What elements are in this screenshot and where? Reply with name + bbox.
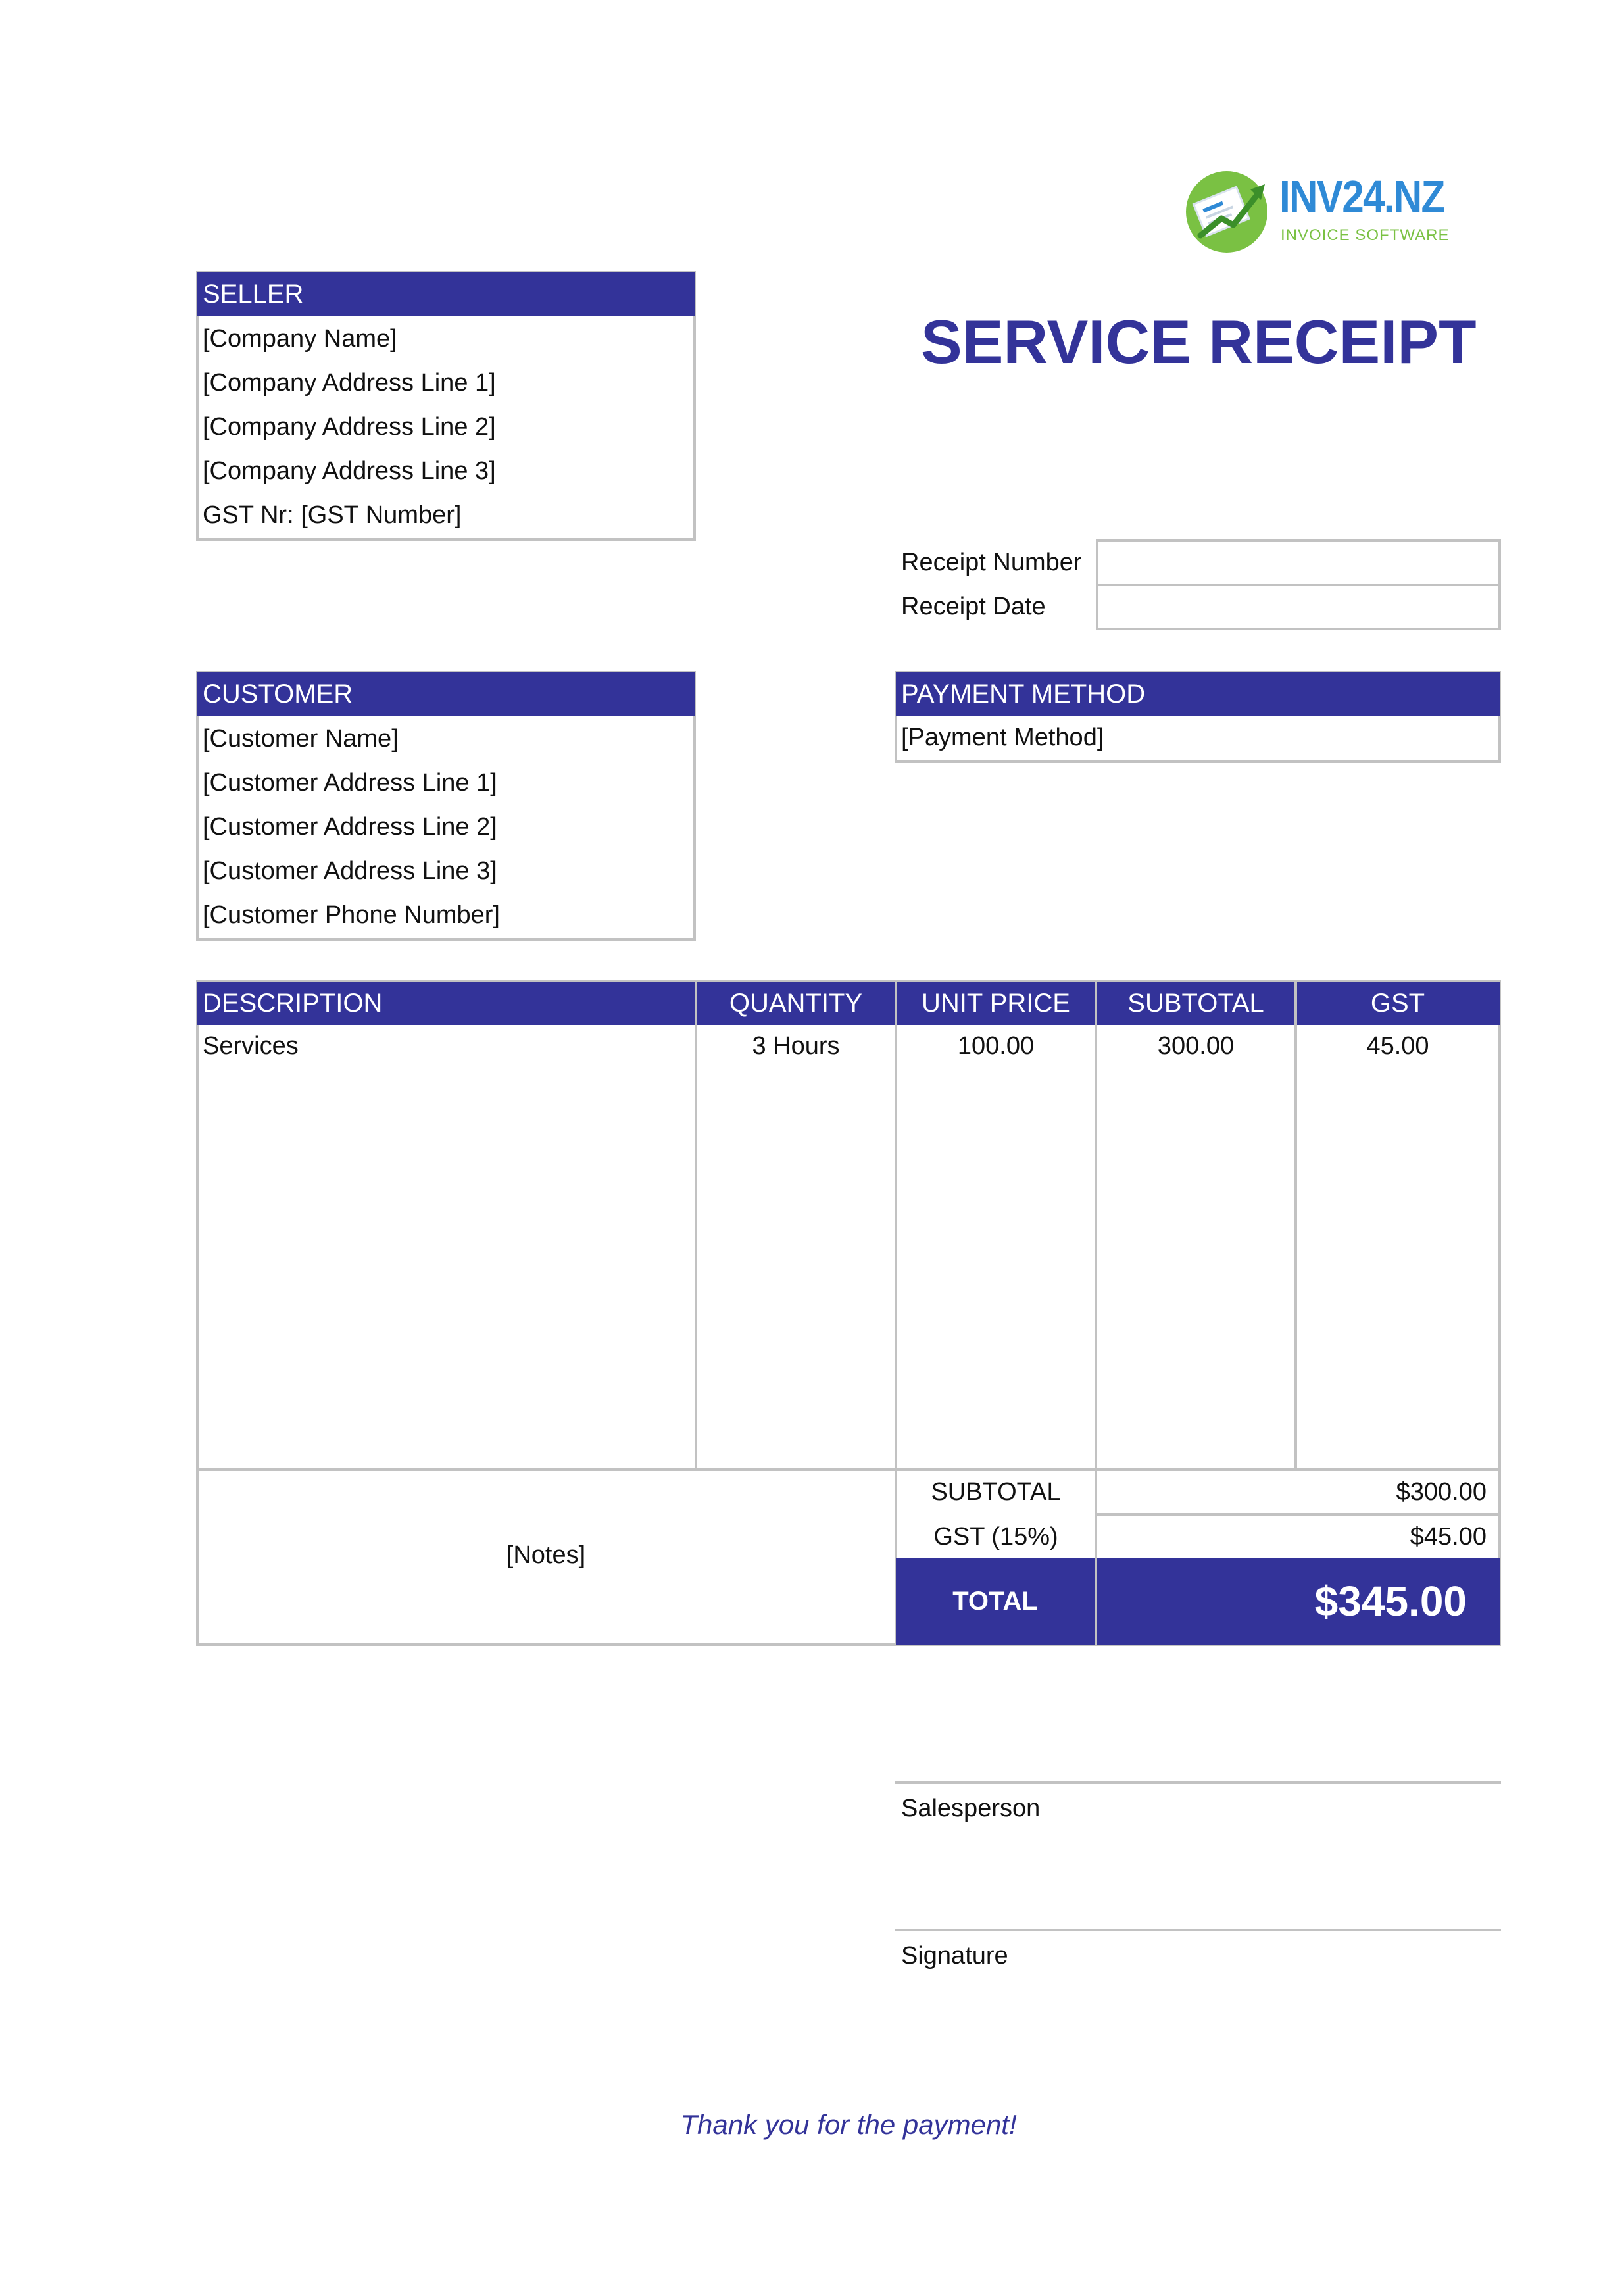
- seller-gst-number[interactable]: GST Nr: [GST Number]: [203, 501, 462, 529]
- salesperson-line: [895, 1781, 1501, 1784]
- receipt-date-field[interactable]: [1096, 584, 1501, 630]
- seller-header: SELLER: [197, 272, 695, 316]
- gst-label: GST (15%): [933, 1523, 1058, 1551]
- receipt-date-label: Receipt Date: [901, 593, 1046, 620]
- signature-label: Signature: [901, 1942, 1008, 1970]
- notes-field[interactable]: [Notes]: [506, 1541, 586, 1569]
- customer-address-line-3[interactable]: [Customer Address Line 3]: [203, 857, 497, 885]
- seller-address-line-3[interactable]: [Company Address Line 3]: [203, 457, 496, 485]
- brand-logo: [1181, 163, 1457, 262]
- item-quantity[interactable]: 3 Hours: [752, 1032, 840, 1060]
- receipt-number-field[interactable]: [1096, 539, 1501, 586]
- payment-method-value[interactable]: [Payment Method]: [901, 724, 1104, 751]
- signature-line: [895, 1929, 1501, 1931]
- total-label: TOTAL: [952, 1587, 1038, 1616]
- seller-company-name[interactable]: [Company Name]: [203, 325, 397, 353]
- col-header-unit-price: UNIT PRICE: [922, 989, 1070, 1018]
- customer-phone-number[interactable]: [Customer Phone Number]: [203, 901, 500, 929]
- payment-header: PAYMENT METHOD: [896, 672, 1500, 716]
- seller-address-line-1[interactable]: [Company Address Line 1]: [203, 369, 496, 397]
- receipt-number-label: Receipt Number: [901, 549, 1082, 576]
- thank-you-message: Thank you for the payment!: [680, 2109, 1017, 2140]
- customer-name[interactable]: [Customer Name]: [203, 725, 399, 753]
- col-header-gst: GST: [1370, 989, 1425, 1018]
- item-subtotal[interactable]: 300.00: [1157, 1032, 1235, 1060]
- logo-brand-text: INV24.NZ: [1279, 171, 1444, 222]
- customer-address-line-2[interactable]: [Customer Address Line 2]: [203, 813, 497, 841]
- subtotal-value: $300.00: [1396, 1478, 1487, 1506]
- total-value: $345.00: [1314, 1578, 1467, 1625]
- item-description[interactable]: Services: [203, 1032, 299, 1060]
- customer-header: CUSTOMER: [197, 672, 695, 716]
- page-title: SERVICE RECEIPT: [921, 307, 1477, 376]
- customer-address-line-1[interactable]: [Customer Address Line 1]: [203, 769, 497, 797]
- col-header-description: DESCRIPTION: [203, 989, 383, 1018]
- item-gst[interactable]: 45.00: [1366, 1032, 1429, 1060]
- table-row[interactable]: [197, 1026, 1500, 1067]
- salesperson-label: Salesperson: [901, 1795, 1041, 1822]
- seller-address-line-2[interactable]: [Company Address Line 2]: [203, 413, 496, 441]
- subtotal-label: SUBTOTAL: [931, 1478, 1061, 1506]
- gst-value: $45.00: [1410, 1523, 1487, 1551]
- col-header-subtotal: SUBTOTAL: [1127, 989, 1264, 1018]
- logo-tagline: INVOICE SOFTWARE: [1281, 226, 1450, 244]
- col-header-quantity: QUANTITY: [729, 989, 863, 1018]
- logo-mark-icon: [1181, 164, 1273, 257]
- item-unit-price[interactable]: 100.00: [957, 1032, 1035, 1060]
